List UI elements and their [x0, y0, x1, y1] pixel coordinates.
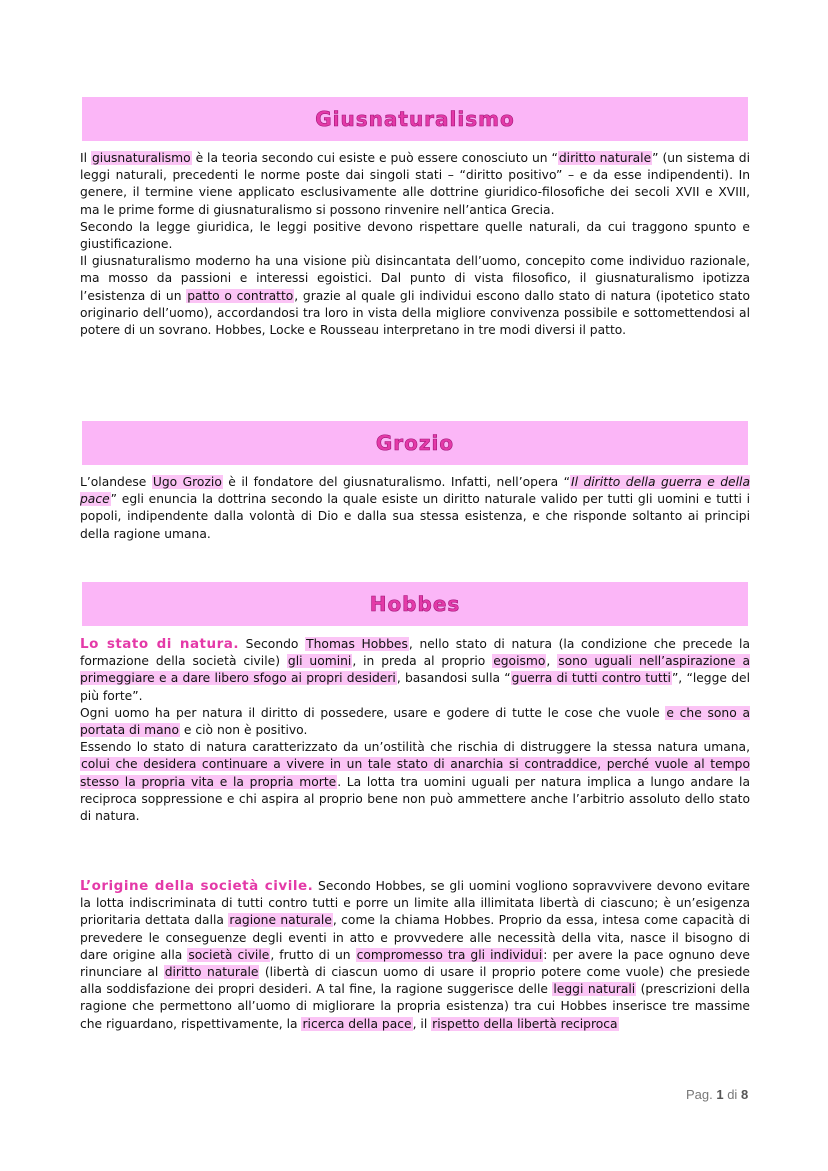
- paragraph: L’origine della società civile. Secondo Hobbes, se gli uomini vogliono sopravvivere devono evitare la lotta indiscriminata di tutti contro tutti e porre un limite alla illimitata libertà di ciascuno; è un’esigenza prioritaria dettata dalla ragione naturale, come la chiama Hobbes. Proprio da essa, intesa come capacità di prevedere le conseguenze degli eventi in atto e provvedere alle necessità della vita, nasce il bisogno di dare origine alla società civile, frutto di un compromesso tra gli individui: per avere la pace ognuno deve rinunciare al diritto naturale (libertà di ciascun uomo di usare il proprio potere come vuole) che presiede alla soddisfazione dei propri desideri. A tal fine, la ragione suggerisce delle leggi naturali (prescrizioni della ragione che permettono all’uomo di migliorare la propria esistenza) tra cui Hobbes inserisce tre massime che riguardano, rispettivamente, la ricerca della pace, il rispetto della libertà reciproca: [80, 878, 751, 1031]
- section-title: Giusnaturalismo: [315, 107, 515, 131]
- section-title: Grozio: [375, 431, 455, 455]
- section-banner-grozio: [82, 421, 748, 465]
- hobbes-origine-societa-text: [80, 878, 750, 1033]
- page-number: Pag. 1 di 8: [686, 1087, 749, 1102]
- paragraph: L’olandese Ugo Grozio è il fondatore del giusnaturalismo. Infatti, nell’opera “Il diritto della guerra e della pace” egli enuncia la dottrina secondo la quale esiste un diritto naturale valido per tutti gli uomini e tutti i popoli, indipendente dalla volontà di Dio e dalla sua stessa esistenza, e che risponde soltanto ai principi della ragione umana.: [80, 475, 750, 541]
- section-banner-hobbes: [82, 582, 748, 626]
- paragraph: Il giusnaturalismo moderno ha una visione più disincantata dell’uomo, concepito come individuo razionale, ma mosso da passioni e interessi egoistici. Dal punto di vista filosofico, il giusnaturalismo ipotizza l’esistenza di un patto o contratto, grazie al quale gli individui escono dallo stato di natura (ipotetico stato originario dell’uomo), accordandosi tra loro in vista della migliore convivenza possibile e sottomettendosi al potere di un sovrano. Hobbes, Locke e Rousseau interpretano in tre modi diversi il patto.: [80, 254, 750, 338]
- paragraph: Essendo lo stato di natura caratterizzato da un’ostilità che rischia di distruggere la stessa natura umana, colui che desidera continuare a vivere in un tale stato di anarchia si contraddice, perché vuole al tempo stesso la propria vita e la propria morte. La lotta tra uomini uguali per natura implica a lungo andare la reciproca soppressione e chi aspira al proprio bene non può ammettere anche l’arbitrio assoluto dello stato di natura.: [80, 740, 750, 824]
- giusnaturalismo-text: [80, 150, 750, 339]
- paragraph: Il giusnaturalismo è la teoria secondo cui esiste e può essere conosciuto un “diritto naturale” (un sistema di leggi naturali, precedenti le norme poste dai singoli stati – “diritto positivo” – e da esse indipendenti). In genere, il termine viene applicato esclusivamente alle dottrine giuridico-filosofiche dei secoli XVII e XVIII, ma le prime forme di giusnaturalismo si possono rinvenire nell’antica Grecia.: [80, 151, 751, 217]
- section-title: Hobbes: [369, 592, 461, 616]
- grozio-text: [80, 474, 750, 543]
- paragraph: Lo stato di natura. Secondo Thomas Hobbes, nello stato di natura (la condizione che precede la formazione della società civile) gli uomini, in preda al proprio egoismo, sono uguali nell’aspirazione a primeggiare e a dare libero sfogo ai propri desideri, basandosi sulla “guerra di tutti contro tutti”, “legge del più forte”.: [80, 636, 750, 703]
- section-banner-giusnaturalismo: [82, 97, 748, 141]
- hobbes-stato-natura-text: [80, 636, 750, 825]
- subheading-stato-natura: Lo stato di natura.: [80, 636, 240, 652]
- paragraph: Secondo la legge giuridica, le leggi positive devono rispettare quelle naturali, da cui traggono spunto e giustificazione.: [80, 219, 750, 252]
- subheading-origine-societa: L’origine della società civile.: [80, 878, 314, 894]
- paragraph: Ogni uomo ha per natura il diritto di possedere, usare e godere di tutte le cose che vuole e che sono a portata di mano e ciò non è positivo.: [80, 705, 750, 738]
